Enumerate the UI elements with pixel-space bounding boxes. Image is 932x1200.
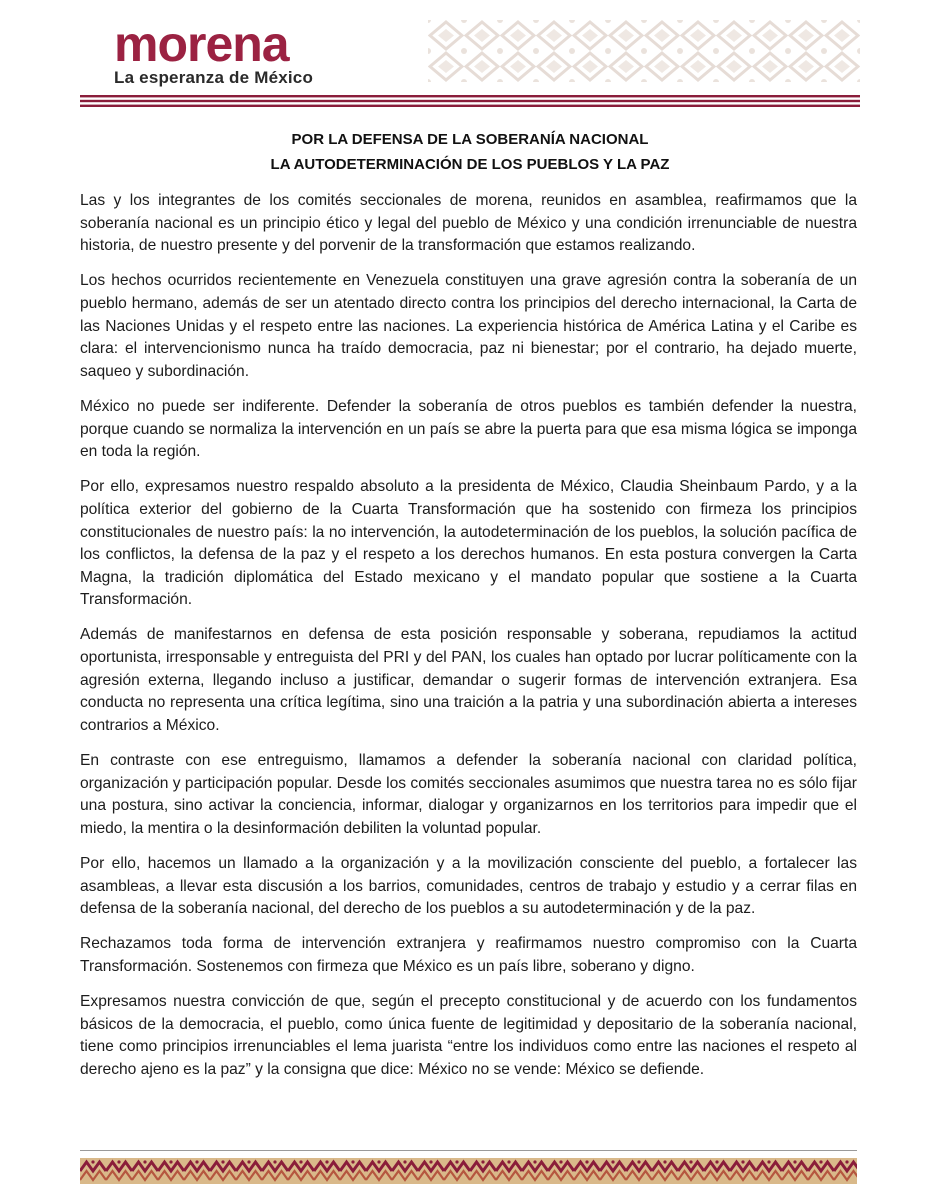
decorative-pattern-top — [428, 20, 860, 82]
paragraph: Por ello, expresamos nuestro respaldo absoluto a la presidenta de México, Claudia Sheinbaum Pardo, y a la política exterior del gobierno de la Cuarta Transformación que ha sostenido con firmeza los principios constitucionales de nuestro país: la no intervención, la autodeterminación de los pueblos, la solución pacífica de los conflictos, la defensa de la paz y el respeto a los derechos humanos. En esta postura convergen la Carta Magna, la tradición diplomática del Estado mexicano y el mandato popular que sostiene a la Cuarta Transformación. — [80, 478, 857, 609]
header-stripes — [80, 95, 860, 107]
paragraph: Además de manifestarnos en defensa de esta posición responsable y soberana, repudiamos la actitud oportunista, irresponsable y entreguista del PRI y del PAN, los cuales han optado por lucrar políticamente con la agresión externa, llegando incluso a justificar, demandar o sugerir formas de intervención extranjera. Esa conducta no representa una crítica legítima, sino una traición a la patria y una subordinación abierta a intereses contrarios a México. — [80, 626, 857, 734]
decorative-pattern-bottom — [80, 1158, 857, 1184]
logo-wordmark: morena — [114, 16, 289, 72]
morena-logo — [114, 18, 313, 88]
document-body — [80, 190, 857, 1094]
paragraph: En contraste con ese entreguismo, llamamos a defender la soberanía nacional con claridad política, organización y participación popular. Desde los comités seccionales asumimos que nuestra tarea no es sólo fijar una postura, sino activar la conciencia, informar, dialogar y organizarnos en los territorios para impedir que el miedo, la mentira o la desinformación debiliten la voluntad popular. — [80, 752, 857, 837]
paragraph: México no puede ser indiferente. Defender la soberanía de otros pueblos es también defender la nuestra, porque cuando se normaliza la intervención en un país se abre la puerta para que esa misma lógica se imponga en toda la región. — [80, 397, 857, 461]
paragraph: Por ello, hacemos un llamado a la organización y a la movilización consciente del pueblo, a fortalecer las asambleas, a llevar esta discusión a los barrios, comunidades, centros de trabajo y estudio y a cerrar filas en defensa de la soberanía nacional, del derecho de los pueblos a su autodeterminación y de la paz. — [80, 855, 857, 918]
footer-divider — [80, 1150, 857, 1151]
paragraph: Los hechos ocurridos recientemente en Venezuela constituyen una grave agresión contra la soberanía de un pueblo hermano, además de ser un atentado directo contra los principios del derecho internacional, la Carta de las Naciones Unidas y el respeto entre las naciones. La experiencia histórica de América Latina y el Caribe es clara: el intervencionismo nunca ha traído democracia, paz ni bienestar; por el contrario, ha dejado muerte, saqueo y subordinación. — [80, 272, 857, 380]
title-line-1: POR LA DEFENSA DE LA SOBERANÍA NACIONAL — [291, 131, 649, 148]
paragraph: Las y los integrantes de los comités seccionales de morena, reunidos en asamblea, reafirmamos que la soberanía nacional es un principio ético y legal del pueblo de México y una condición irrenunciable de nuestra historia, de nuestro presente y del porvenir de la transformación que estamos realizando. — [80, 192, 857, 255]
logo-tagline: La esperanza de México — [114, 68, 314, 87]
title-line-2: LA AUTODETERMINACIÓN DE LOS PUEBLOS Y LA PAZ — [270, 156, 670, 173]
paragraph: Expresamos nuestra convicción de que, según el precepto constitucional y de acuerdo con los fundamentos básicos de la democracia, el pueblo, como única fuente de legitimidad y depositario de la soberanía nacional, tiene como principios irrenunciables el lema juarista “entre los individuos como entre las naciones el respeto al derecho ajeno es la paz” y la consigna que dice: México no se vende: México se defiende. — [80, 993, 857, 1078]
paragraph: Rechazamos toda forma de intervención extranjera y reafirmamos nuestro compromiso con la Cuarta Transformación. Sostenemos con firmeza que México es un país libre, soberano y digno. — [80, 935, 857, 975]
document-title — [80, 127, 860, 177]
